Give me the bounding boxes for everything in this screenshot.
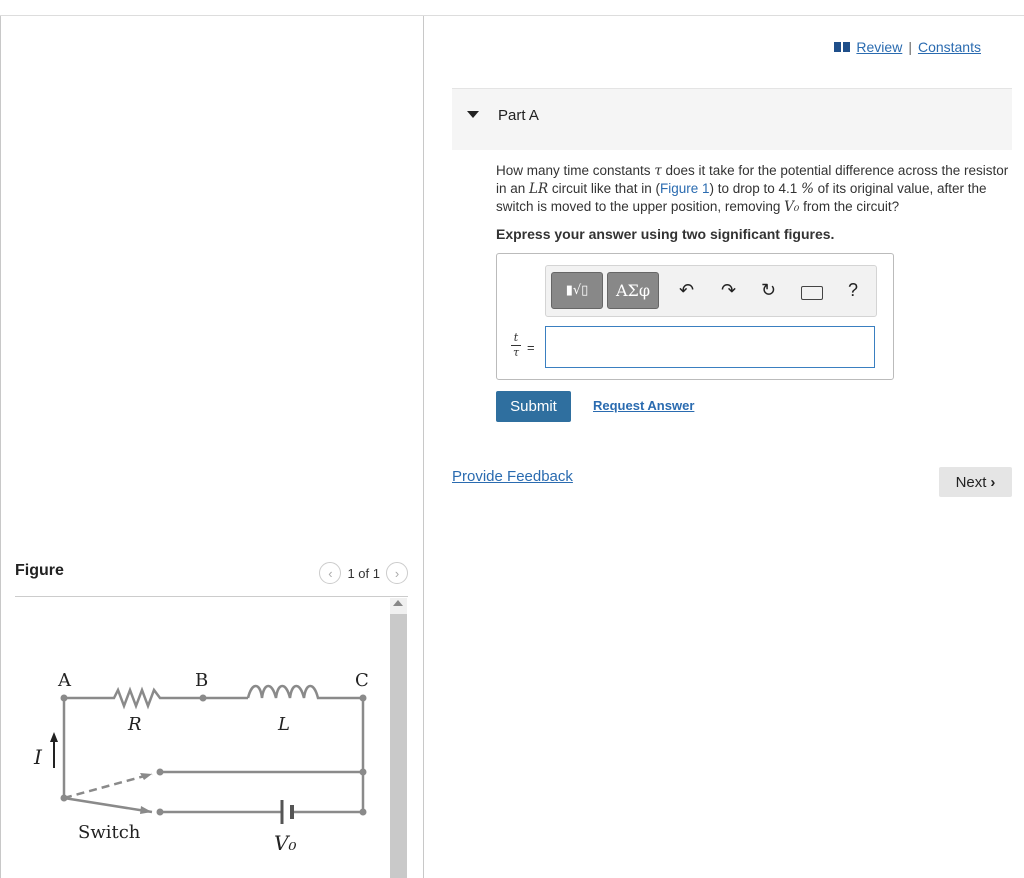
question-segment: from the circuit? — [799, 199, 900, 214]
v0-symbol: V₀ — [784, 199, 800, 215]
lhs-fraction — [511, 333, 521, 358]
switch-lower-contact — [157, 809, 164, 816]
switch-arm — [64, 798, 152, 812]
current-arrow-icon — [50, 732, 58, 742]
upper-junction — [360, 769, 367, 776]
inductor-label: L — [278, 714, 290, 735]
node-b-label: B — [195, 670, 209, 691]
figure-link[interactable]: Figure 1 — [659, 181, 710, 196]
constants-link[interactable]: Constants — [917, 39, 981, 55]
part-title: Part A — [498, 107, 539, 124]
book-icon — [834, 42, 850, 52]
lower-junction — [360, 809, 367, 816]
question-segment: does it take for the potential difference across the resistor in an — [496, 163, 1009, 196]
provide-feedback-link[interactable]: Provide Feedback — [452, 468, 573, 485]
figure-header — [15, 554, 408, 597]
link-separator: | — [908, 39, 912, 55]
next-label: Next — [955, 473, 987, 491]
resistor-label: R — [128, 714, 142, 735]
header-links — [834, 39, 981, 55]
battery-label: V₀ — [274, 831, 297, 855]
inductor-coil — [248, 686, 363, 698]
lr-symbol: LR — [529, 181, 549, 197]
lr-circuit-diagram — [20, 660, 380, 878]
switch-dashed-arm — [64, 774, 152, 798]
question-segment: circuit like that in ( — [548, 181, 660, 196]
switch-label: Switch — [78, 822, 141, 843]
node-a-label: A — [58, 670, 71, 691]
question-segment: ) to drop to 4.1 — [709, 181, 802, 196]
top-bar — [0, 0, 1024, 16]
keyboard-icon[interactable] — [801, 286, 823, 300]
question-segment: of its original value, after the switch is moved to the upper position, removing — [496, 181, 987, 214]
instruction-text: Express your answer using two significant figures. — [496, 226, 835, 242]
question-segment: How many time constants — [496, 163, 655, 178]
lhs-numerator: t — [513, 331, 519, 344]
collapse-caret-icon[interactable] — [467, 111, 479, 118]
part-header[interactable] — [452, 88, 1012, 150]
node-a — [61, 695, 68, 702]
request-answer-link[interactable]: Request Answer — [593, 398, 695, 413]
equals-sign: = — [527, 340, 535, 355]
tau-symbol: τ — [654, 163, 662, 179]
percent-symbol: % — [801, 181, 814, 197]
review-link[interactable]: Review — [856, 39, 903, 55]
math-toolbar — [545, 265, 877, 317]
pager-text: 1 of 1 — [347, 565, 380, 581]
current-label: I — [34, 745, 42, 769]
resistor-wire — [64, 690, 248, 706]
next-button[interactable] — [939, 467, 1012, 497]
greek-symbols-button[interactable]: ΑΣφ — [607, 272, 659, 309]
node-b — [200, 695, 207, 702]
undo-icon[interactable]: ↶ — [679, 280, 695, 300]
figure-title: Figure — [15, 562, 64, 579]
answer-input[interactable] — [545, 326, 875, 368]
redo-icon[interactable]: ↷ — [721, 280, 737, 300]
next-figure-button[interactable]: › — [386, 562, 408, 584]
chevron-right-icon: › — [990, 473, 996, 491]
answer-box — [496, 253, 894, 380]
submit-button[interactable]: Submit — [496, 391, 571, 422]
switch-pivot — [61, 795, 68, 802]
templates-button[interactable]: ▮√▯ — [551, 272, 603, 309]
question-text — [496, 162, 1012, 216]
figure-scrollbar[interactable] — [390, 598, 407, 878]
node-c — [360, 695, 367, 702]
reset-icon[interactable]: ↻ — [761, 280, 777, 300]
figure-pager — [319, 562, 408, 584]
prev-figure-button[interactable]: ‹ — [319, 562, 341, 584]
switch-upper-contact — [157, 769, 164, 776]
help-button[interactable]: ? — [848, 280, 859, 300]
lhs-denominator: τ — [512, 346, 520, 359]
scroll-up-icon — [393, 600, 403, 606]
node-c-label: C — [355, 670, 369, 691]
scroll-up-button[interactable] — [390, 598, 407, 614]
